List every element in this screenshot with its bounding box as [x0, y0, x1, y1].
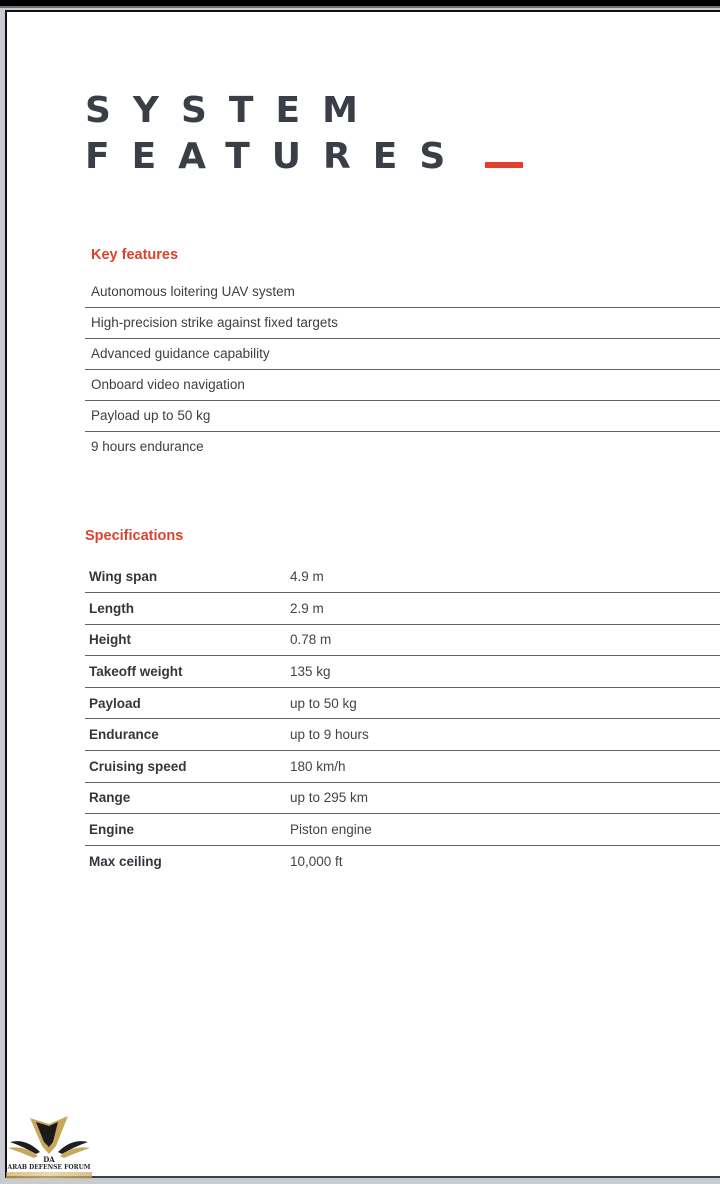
table-row	[85, 561, 720, 593]
feature-item: Payload up to 50 kg	[85, 401, 720, 432]
spec-label: Length	[85, 593, 286, 625]
feature-item: Onboard video navigation	[85, 370, 720, 401]
svg-text:DA: DA	[43, 1155, 55, 1164]
spec-label: Height	[85, 624, 286, 656]
spec-label: Wing span	[85, 561, 286, 593]
spec-label: Takeoff weight	[85, 656, 286, 688]
spec-value: up to 295 km	[286, 782, 720, 814]
spec-value: up to 50 kg	[286, 687, 720, 719]
title-line-2: FEATURES	[85, 136, 468, 177]
page-title	[85, 88, 467, 180]
spec-value: Piston engine	[286, 814, 720, 846]
table-row	[85, 656, 720, 688]
spec-value: 135 kg	[286, 656, 720, 688]
spec-label: Max ceiling	[89, 853, 162, 869]
spec-label: Engine	[85, 814, 286, 846]
key-features-heading: Key features	[91, 247, 179, 263]
spec-value: 2.9 m	[286, 593, 720, 625]
table-row	[85, 814, 720, 846]
feature-item: 9 hours endurance	[91, 439, 204, 454]
watermark-logo	[6, 1112, 92, 1182]
spec-value: 4.9 m	[286, 561, 720, 593]
specifications-heading: Specifications	[85, 528, 184, 544]
spec-value: 0.78 m	[286, 624, 720, 656]
winged-shield-logo-icon	[6, 1112, 92, 1164]
key-features-list	[85, 277, 720, 462]
title-line-1: SYSTEM	[85, 90, 380, 131]
spec-label: Endurance	[85, 719, 286, 751]
accent-dash	[485, 162, 523, 168]
spec-label: Range	[85, 782, 286, 814]
feature-item: High-precision strike against fixed targets	[85, 308, 720, 339]
specifications-table	[85, 561, 720, 877]
watermark-arabic-banner	[6, 1172, 92, 1179]
table-row	[85, 593, 720, 625]
document-page	[5, 10, 720, 1178]
spec-label: Payload	[85, 687, 286, 719]
viewer-top-bar	[0, 0, 720, 8]
feature-item: Advanced guidance capability	[85, 339, 720, 370]
spec-label: Cruising speed	[85, 751, 286, 783]
feature-item: Autonomous loitering UAV system	[85, 277, 720, 308]
spec-value: 10,000 ft	[290, 853, 343, 869]
table-row	[85, 687, 720, 719]
table-row	[85, 624, 720, 656]
spec-value: up to 9 hours	[286, 719, 720, 751]
spec-value: 180 km/h	[286, 751, 720, 783]
watermark-name: ARAB DEFENSE FORUM	[7, 1164, 91, 1171]
table-row	[85, 719, 720, 751]
table-row	[85, 751, 720, 783]
table-row	[85, 782, 720, 814]
table-row	[85, 845, 720, 877]
